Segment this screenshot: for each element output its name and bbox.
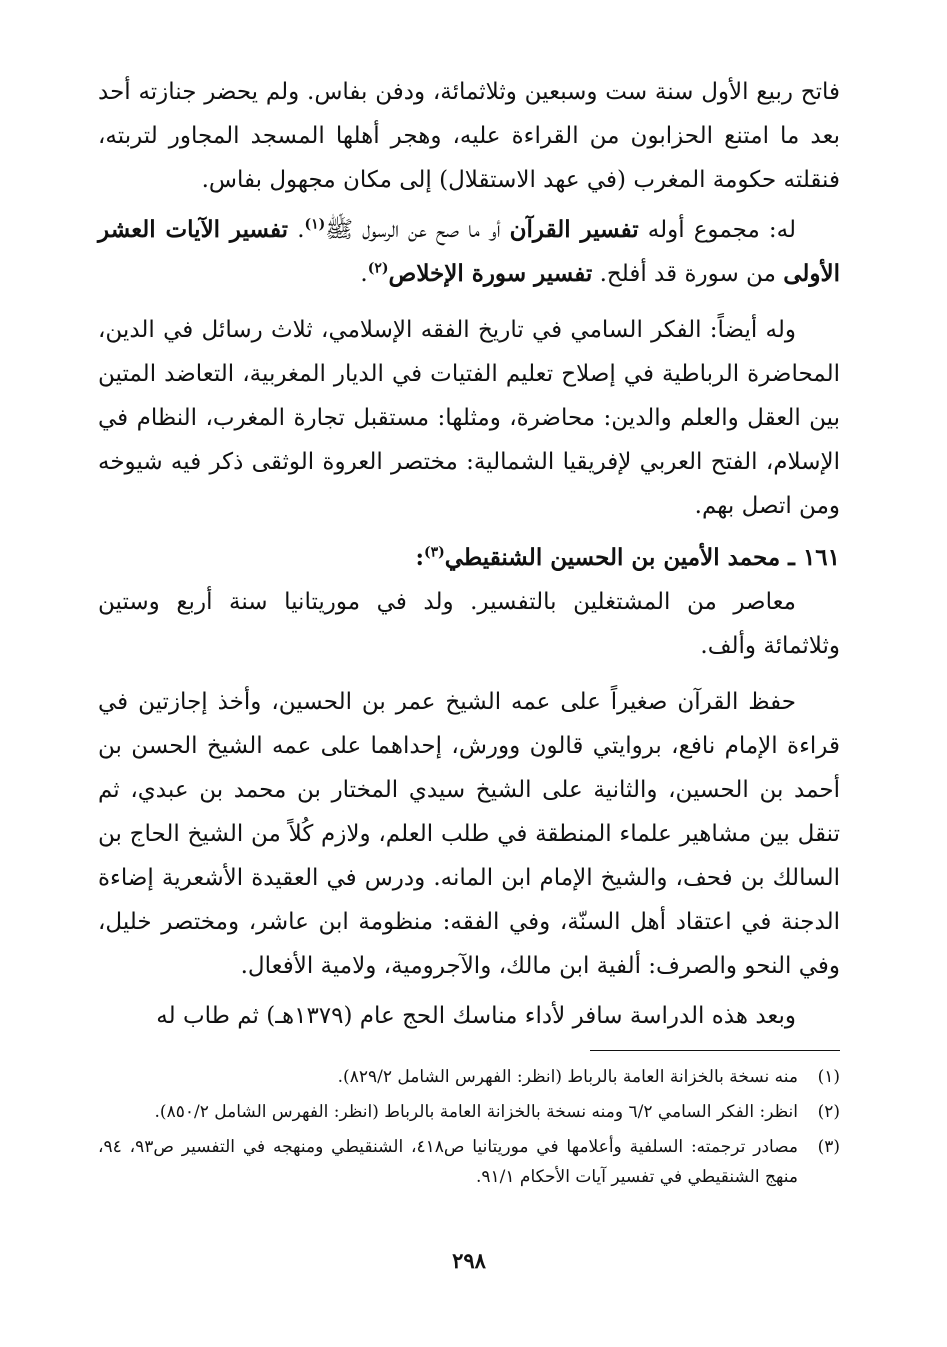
entry-number: ١٦١ ـ — [780, 544, 840, 571]
footnote-divider — [590, 1050, 840, 1051]
paragraph-works — [98, 208, 840, 296]
footnote-ref-1: (١) — [304, 216, 326, 233]
footnote-number: (١) — [817, 1067, 840, 1087]
entry-name: محمد الأمين بن الحسين الشنقيطي — [444, 544, 781, 571]
works-separator: . — [288, 217, 305, 243]
footnote-text: منه نسخة بالخزانة العامة بالرباط (انظر: الفهرس الشامل ٨٢٩/٢). — [337, 1067, 798, 1087]
entry-colon: : — [415, 544, 424, 571]
footnote-number: (٢) — [817, 1102, 840, 1122]
paragraph-birth: معاصر من المشتغلين بالتفسير. ولد في موريتانيا سنة أربع وستين وثلاثمائة وألف. — [98, 589, 840, 659]
paragraph-other-works: وله أيضاً: الفكر السامي في تاريخ الفقه الإسلامي، ثلاث رسائل في الدين، المحاضرة الرباطية في إصلاح تعليم الفتيات في الديار المغربية، التعاضد المتين بين العقل والعلم والدين: محاضرة، ومثلها: مستقبل تجارة المغرب، النظام في الإسلام، الفتح العربي لإفريقيا الشمالية: مختصر العروة الوثقى ذكر فيه شيوخه ومن اتصل بهم. — [98, 317, 840, 519]
paragraph-hajj: وبعد هذه الدراسة سافر لأداء مناسك الحج عام (١٣٧٩هـ) ثم طاب له — [156, 1003, 796, 1029]
main-text — [98, 70, 840, 1038]
footnote-text: مصادر ترجمته: السلفية وأعلامها في موريتانيا ص٤١٨، الشنقيطي ومنهجه في التفسير ص٩٣، ٩٤، منهج الشنقيطي في تفسير آيات الأحكام ٩١/١. — [98, 1137, 798, 1187]
works-lead: له: مجموع أوله — [638, 217, 796, 243]
footnote-text: انظر: الفكر السامي ٦/٢ ومنه نسخة بالخزانة العامة بالرباط (انظر: الفهرس الشامل ٨٥٠/٢). — [154, 1102, 798, 1122]
paragraph-burial: فاتح ربيع الأول سنة ست وسبعين وثلاثمائة، ودفن بفاس. ولم يحضر جنازته أحد بعد ما امتنع الحزابون من القراءة عليه، وهجر أهلها المسجد المجاور لتربته، فنقلته حكومة المغرب (في عهد الاستقلال) إلى مكان مجهول بفاس. — [98, 79, 840, 193]
footnote-1 — [98, 1062, 840, 1092]
work-title-tafsir-quran: تفسير القرآن — [509, 216, 639, 243]
footnote-ref-2: (٢) — [367, 260, 389, 277]
entry-heading — [98, 536, 840, 580]
footnote-number: (٣) — [817, 1137, 840, 1157]
work-title-ikhlas: تفسير سورة الإخلاص — [388, 260, 593, 287]
work-title-ten-verses: تفسير الآيات العشر الأولى — [98, 216, 840, 287]
footnotes — [98, 1062, 840, 1197]
book-page — [98, 70, 840, 1300]
works-mid-2: من سورة قد أفلح. — [592, 261, 784, 287]
footnote-2 — [98, 1097, 840, 1127]
page-number: ٢٩٨ — [452, 1248, 486, 1273]
footnote-3 — [98, 1132, 840, 1192]
paragraph-education: حفظ القرآن صغيراً على عمه الشيخ عمر بن الحسين، وأخذ إجازتين في قراءة الإمام نافع، بروايتي قالون وورش، إحداهما على عمه الشيخ الحسن بن أحمد بن الحسين، والثانية على الشيخ سيدي المختار بن محمد بن عبدي، ثم تنقل بين مشاهير علماء المنطقة في طلب العلم، ولازم كُلاً من الشيخ الحاج بن السالك بن فحف، والشيخ الإمام ابن المانه. ودرس في العقيدة الأشعرية إضاءة الدجنة في اعتقاد أهل السنّة، وفي الفقه: منظومة ابن عاشر، ومختصر خليل، وفي النحو والصرف: ألفية ابن مالك، والآجرومية، ولامية الأفعال. — [98, 689, 840, 979]
footnote-ref-3: (٣) — [423, 544, 445, 561]
works-end: . — [360, 261, 368, 287]
works-mid-1: أو ما صح عن الرسول ﷺ — [325, 217, 510, 243]
